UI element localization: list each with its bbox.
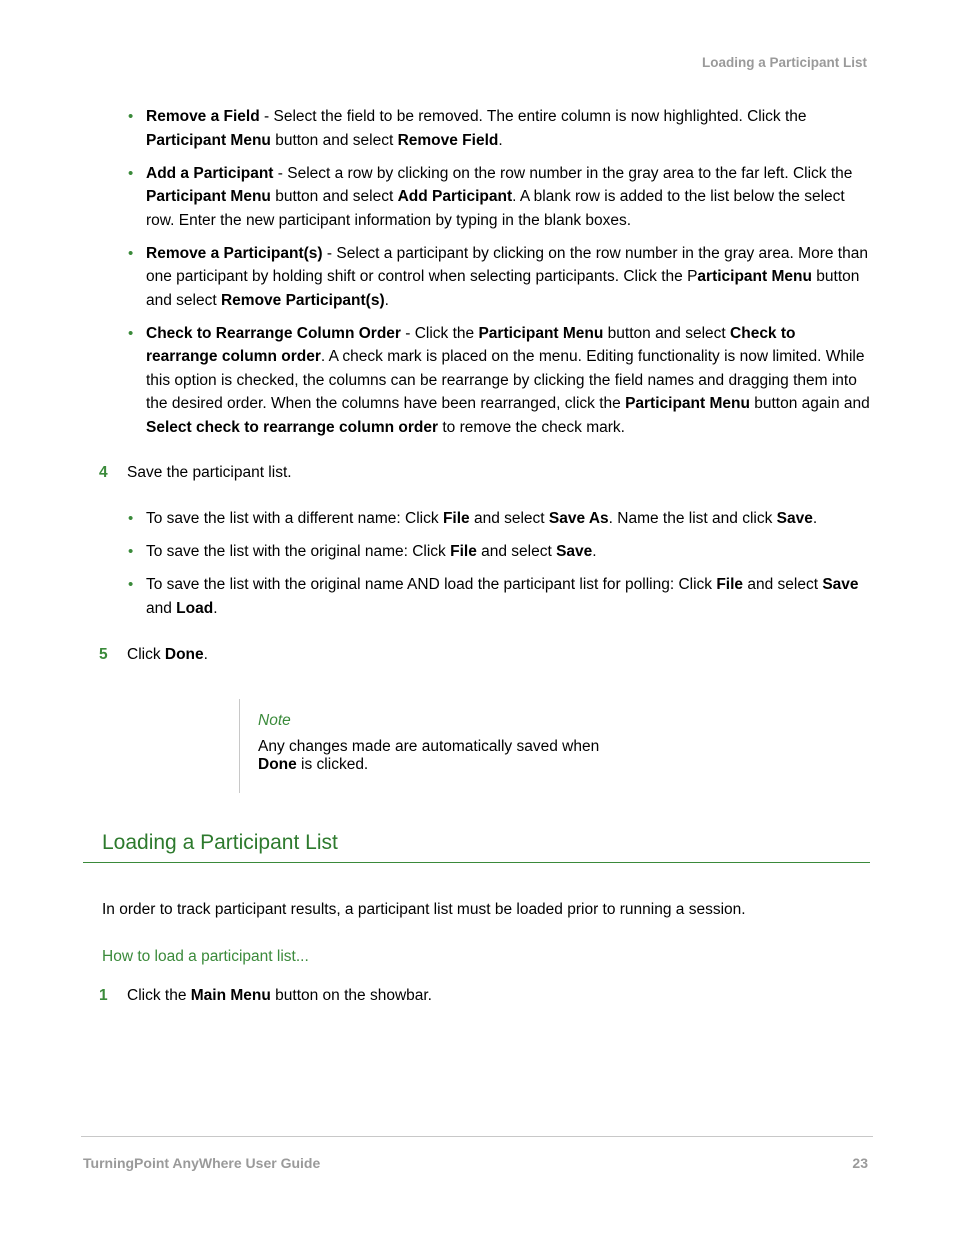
running-header: Loading a Participant List — [701, 55, 867, 70]
save-options-list — [146, 507, 871, 630]
list-item: • Check to Rearrange Column Order - Click the Participant Menu button and select Check to rearrange column order. A check mark is placed on the menu. Editing functionality is now limited. While this option is checked, the columns can be rearrange by clicking the field names and dragging them into the desired order. When the columns have been rearranged, click the Participant Menu button again and Select check to rearrange column order to remove the check mark. — [146, 322, 871, 440]
list-item: • To save the list with the original name AND load the participant list for polling: Click File and select Save and Load. — [146, 573, 871, 620]
list-item: • To save the list with the original name: Click File and select Save. — [146, 540, 871, 564]
list-item: • To save the list with a different name: Click File and select Save As. Name the list and click Save. — [146, 507, 871, 531]
section-divider — [83, 862, 870, 863]
list-item: • Remove a Participant(s) - Select a participant by clicking on the row number in the gray area. More than one participant by holding shift or control when selecting participants. Click the Participant Menu button and select Remove Participant(s). — [146, 242, 871, 313]
field-actions-list — [146, 105, 871, 449]
note-body: Any changes made are automatically saved when Done is clicked. — [258, 738, 600, 773]
step-number: 1 — [99, 987, 108, 1004]
page-number: 23 — [852, 1155, 868, 1171]
step-text: Save the participant list. — [127, 464, 292, 481]
step-number: 4 — [99, 464, 108, 481]
step-number: 5 — [99, 646, 108, 663]
step-text: Click the Main Menu button on the showbar. — [127, 987, 432, 1004]
list-item: • Remove a Field - Select the field to be removed. The entire column is now highlighted. Click the Participant Menu button and select Remove Field. — [146, 105, 871, 152]
footer-divider — [81, 1136, 873, 1137]
note-box — [239, 699, 660, 793]
intro-paragraph: In order to track participant results, a participant list must be loaded prior to running a session. — [102, 901, 746, 918]
footer-guide-title: TurningPoint AnyWhere User Guide — [83, 1155, 321, 1171]
note-title: Note — [258, 712, 291, 729]
section-heading: Loading a Participant List — [102, 831, 338, 854]
step-text: Click Done. — [127, 646, 208, 663]
list-item: • Add a Participant - Select a row by clicking on the row number in the gray area to the far left. Click the Participant Menu button and select Add Participant. A blank row is added to the list below the select row. Enter the new participant information by typing in the blank boxes. — [146, 162, 871, 233]
procedure-heading: How to load a participant list... — [102, 948, 309, 965]
